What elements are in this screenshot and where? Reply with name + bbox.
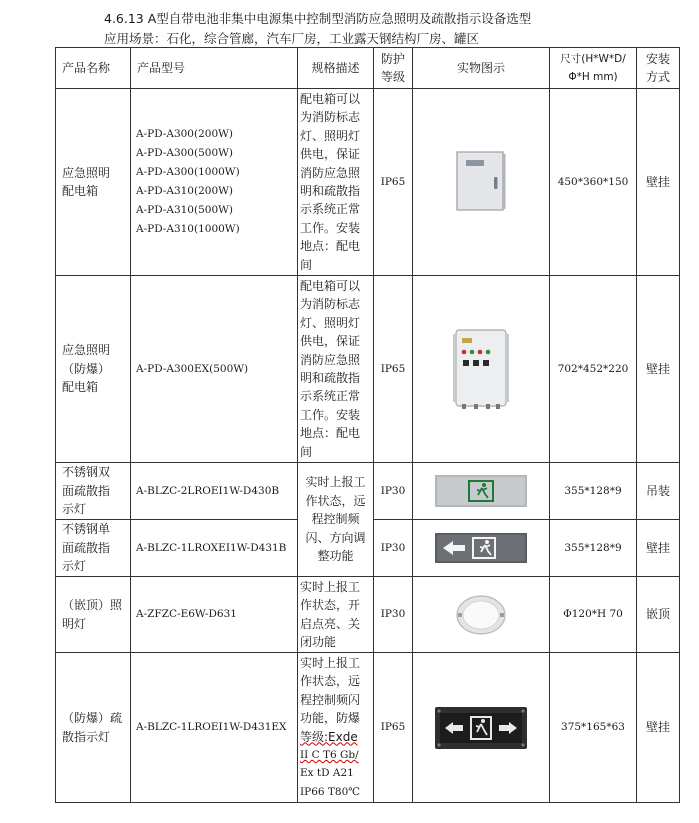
product-name-line: 应急照明 bbox=[62, 343, 111, 358]
product-name-cell bbox=[56, 653, 131, 803]
header-mount-line1: 安装 bbox=[645, 51, 670, 66]
image-cell bbox=[413, 463, 550, 520]
table-row bbox=[56, 276, 680, 463]
size-cell: 355*128*9 bbox=[550, 463, 637, 520]
mount-cell: 壁挂 bbox=[637, 520, 680, 577]
protection-cell: IP30 bbox=[374, 463, 413, 520]
spec-line: 灯、照明灯 bbox=[300, 315, 361, 330]
protection-cell: IP65 bbox=[374, 276, 413, 463]
table-row bbox=[56, 653, 680, 803]
spec-line: 闪、方向调 bbox=[305, 530, 366, 545]
spec-line: 作状态，开 bbox=[300, 598, 361, 613]
distribution-box-image bbox=[456, 151, 506, 213]
model-line: A-PD-A310(200W) bbox=[136, 185, 234, 197]
explosion-proof-box-image bbox=[452, 328, 510, 410]
spec-line: 整功能 bbox=[317, 549, 354, 564]
header-protection-line1: 防护 bbox=[380, 51, 405, 66]
spec-line: 间 bbox=[300, 257, 313, 272]
spec-line: 供电，保证 bbox=[300, 147, 361, 162]
product-name-line: （嵌顶）照 bbox=[62, 598, 123, 613]
protection-cell: IP30 bbox=[374, 520, 413, 577]
model-line: A-PD-A300(1000W) bbox=[136, 166, 240, 178]
spec-line: Ex tD A21 bbox=[300, 767, 354, 780]
spec-line: 明和疏散指 bbox=[300, 184, 361, 198]
product-name-line: 示灯 bbox=[62, 502, 87, 517]
spec-line: 示系统正常 bbox=[300, 389, 361, 404]
header-protection bbox=[374, 48, 413, 89]
size-cell: 355*128*9 bbox=[550, 520, 637, 577]
spec-cell bbox=[298, 89, 374, 276]
spec-line: 工作。安装 bbox=[300, 220, 361, 235]
product-model-cell bbox=[131, 577, 298, 653]
spec-line: 消防应急照 bbox=[300, 352, 361, 367]
product-name-cell bbox=[56, 89, 131, 276]
spec-line: 实时上报工 bbox=[300, 655, 361, 670]
image-cell bbox=[413, 520, 550, 577]
explosion-proof-exit-sign-image bbox=[435, 707, 527, 749]
protection-cell: IP30 bbox=[374, 577, 413, 653]
spec-line: 作状态，远 bbox=[300, 674, 361, 689]
product-name-cell bbox=[56, 463, 131, 520]
table-row bbox=[56, 463, 680, 520]
protection-cell: IP65 bbox=[374, 653, 413, 803]
product-name-line: 明灯 bbox=[62, 616, 87, 631]
product-name-line: 面疏散指 bbox=[62, 540, 111, 555]
image-cell bbox=[413, 653, 550, 803]
header-size-line1: 尺寸(H*W*D/ bbox=[560, 52, 626, 65]
table-row bbox=[56, 577, 680, 653]
spec-line: 实时上报工 bbox=[300, 579, 361, 594]
header-spec: 规格描述 bbox=[298, 48, 374, 89]
model-line: A-PD-A300(200W) bbox=[136, 128, 234, 140]
model-line: A-PD-A310(1000W) bbox=[136, 223, 240, 235]
model-line: A-PD-A310(500W) bbox=[136, 204, 234, 216]
model-line: A-PD-A300(500W) bbox=[136, 147, 234, 159]
product-name-line: 配电箱 bbox=[62, 380, 99, 395]
spec-line: 消防应急照 bbox=[300, 165, 361, 180]
header-row bbox=[56, 48, 680, 89]
model-line: A-PD-A300EX(500W) bbox=[136, 362, 249, 375]
mount-cell: 壁挂 bbox=[637, 89, 680, 276]
double-sided-exit-sign-image bbox=[435, 475, 527, 507]
header-mount-line2: 方式 bbox=[645, 70, 670, 84]
header-mount bbox=[637, 48, 680, 89]
spec-line: 功能，防爆 bbox=[300, 711, 361, 726]
product-name-cell bbox=[56, 520, 131, 577]
model-line: A-BLZC-2LROEI1W-D430B bbox=[136, 484, 280, 497]
table-row bbox=[56, 89, 680, 276]
mount-cell: 吊装 bbox=[637, 463, 680, 520]
spec-line: 等级:Exde bbox=[300, 729, 358, 744]
spec-line: 明和疏散指 bbox=[300, 371, 361, 385]
spec-cell bbox=[298, 653, 374, 803]
product-name-line: 散指示灯 bbox=[62, 729, 111, 744]
spec-line: 闭功能 bbox=[300, 634, 337, 649]
section-heading: 4.6.13 A型自带电池非集中电源集中控制型消防应急照明及疏散指示设备选型 bbox=[104, 11, 532, 26]
model-line: A-ZFZC-E6W-D631 bbox=[136, 608, 237, 620]
product-model-cell bbox=[131, 89, 298, 276]
ceiling-light-image bbox=[455, 593, 507, 637]
spec-line: 配电箱可以 bbox=[300, 278, 361, 293]
spec-line: 灯、照明灯 bbox=[300, 128, 361, 143]
size-cell: Φ120*H 70 bbox=[550, 577, 637, 653]
product-name-line: 不锈钢双 bbox=[62, 465, 111, 480]
product-name-line: （防爆）疏 bbox=[62, 711, 123, 726]
spec-line: 工作。安装 bbox=[300, 407, 361, 422]
mount-cell: 壁挂 bbox=[637, 653, 680, 803]
header-size-line2: Φ*H mm) bbox=[568, 71, 618, 83]
spec-line: 配电箱可以 bbox=[300, 91, 361, 106]
product-name-line: 示灯 bbox=[62, 559, 87, 574]
shared-spec-cell bbox=[298, 463, 374, 577]
product-name-line: 面疏散指 bbox=[62, 483, 111, 498]
header-product-model: 产品型号 bbox=[131, 48, 298, 89]
spec-cell bbox=[298, 577, 374, 653]
size-cell: 450*360*150 bbox=[550, 89, 637, 276]
spec-line: 程控制频 bbox=[311, 512, 360, 527]
header-size bbox=[550, 48, 637, 89]
product-name-line: （防爆） bbox=[62, 361, 111, 376]
spec-line: 示系统正常 bbox=[300, 202, 361, 217]
spec-line: IP66 T80℃ bbox=[300, 785, 361, 798]
protection-cell: IP65 bbox=[374, 89, 413, 276]
header-product-name: 产品名称 bbox=[56, 48, 131, 89]
spec-line: 启点亮、关 bbox=[300, 616, 361, 631]
model-line: A-BLZC-1LROEI1W-D431EX bbox=[136, 721, 287, 733]
spec-line: 地点：配电 bbox=[300, 239, 361, 254]
spec-line: 间 bbox=[300, 444, 313, 459]
product-model-cell bbox=[131, 520, 298, 577]
product-model-cell bbox=[131, 653, 298, 803]
product-name-cell bbox=[56, 276, 131, 463]
single-sided-exit-sign-image bbox=[435, 533, 527, 563]
spec-line: 程控制频闪 bbox=[300, 692, 361, 707]
header-protection-line2: 等级 bbox=[380, 70, 405, 84]
size-cell: 375*165*63 bbox=[550, 653, 637, 803]
spec-line: 实时上报工 bbox=[305, 475, 366, 490]
product-name-cell bbox=[56, 577, 131, 653]
image-cell bbox=[413, 276, 550, 463]
spec-line: 供电，保证 bbox=[300, 334, 361, 349]
model-line: A-BLZC-1LROXEI1W-D431B bbox=[136, 541, 287, 554]
header-image: 实物图示 bbox=[413, 48, 550, 89]
product-model-cell bbox=[131, 276, 298, 463]
application-scene: 应用场景：石化，综合管廊，汽车厂房，工业露天钢结构厂房、罐区 bbox=[104, 31, 480, 46]
image-cell bbox=[413, 577, 550, 653]
product-name-line: 应急照明 bbox=[62, 165, 111, 180]
mount-cell: 壁挂 bbox=[637, 276, 680, 463]
product-model-cell bbox=[131, 463, 298, 520]
equipment-selection-table bbox=[55, 47, 680, 803]
product-name-line: 不锈钢单 bbox=[62, 522, 111, 537]
size-cell: 702*452*220 bbox=[550, 276, 637, 463]
product-name-line: 配电箱 bbox=[62, 184, 99, 198]
spec-line: 作状态，远 bbox=[305, 493, 366, 508]
spec-line: II C T6 Gb/ bbox=[300, 748, 359, 761]
spec-line: 为消防标志 bbox=[300, 297, 361, 312]
mount-cell: 嵌顶 bbox=[637, 577, 680, 653]
spec-line: 地点：配电 bbox=[300, 426, 361, 441]
spec-cell bbox=[298, 276, 374, 463]
spec-line: 为消防标志 bbox=[300, 110, 361, 125]
image-cell bbox=[413, 89, 550, 276]
